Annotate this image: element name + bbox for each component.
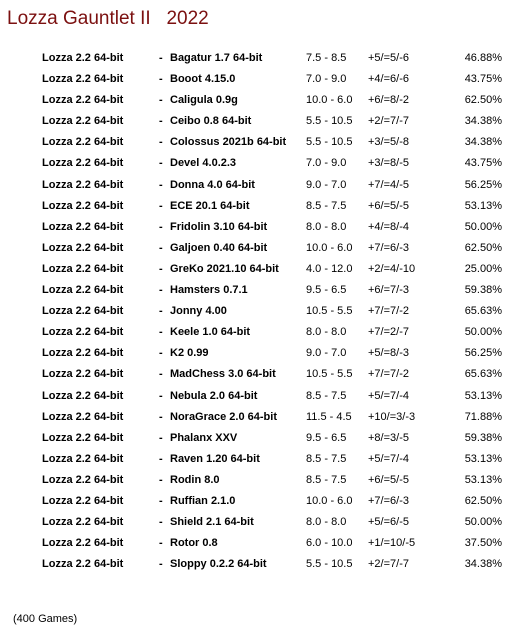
opponent-name: Bagatur 1.7 64-bit: [170, 52, 263, 64]
vs-dash: -: [159, 389, 163, 402]
match-score: 5.5 - 10.5: [306, 136, 353, 149]
vs-dash: -: [159, 73, 163, 86]
table-row: [0, 175, 521, 196]
win-draw-loss: +1/=10/-5: [368, 537, 416, 550]
vs-dash: -: [159, 516, 163, 529]
table-row: [0, 153, 521, 174]
win-draw-loss: +4/=8/-4: [368, 220, 409, 233]
match-score: 5.5 - 10.5: [306, 115, 353, 128]
opponent-name: ECE 20.1 64-bit: [170, 199, 250, 212]
opponent-name: GreKo 2021.10 64-bit: [170, 262, 279, 275]
engine-name: Lozza 2.2 64-bit: [42, 326, 124, 339]
opponent-name: Shield 2.1 64-bit: [170, 516, 254, 529]
table-row: [0, 90, 521, 111]
vs-dash: -: [159, 178, 163, 191]
match-score: 10.0 - 6.0: [306, 94, 353, 107]
vs-dash: -: [159, 410, 163, 423]
vs-dash: -: [159, 473, 163, 486]
win-draw-loss: +8/=3/-5: [368, 431, 409, 444]
opponent-name: Keele 1.0 64-bit: [170, 326, 251, 339]
score-percentage: 34.38%: [464, 115, 502, 128]
opponent-name: Raven 1.20 64-bit: [170, 452, 260, 465]
engine-name: Lozza 2.2 64-bit: [42, 347, 124, 360]
score-percentage: 53.13%: [464, 452, 502, 465]
vs-dash: -: [159, 199, 163, 212]
score-percentage: 53.13%: [464, 389, 502, 402]
win-draw-loss: +5/=8/-3: [368, 347, 409, 360]
engine-name: Lozza 2.2 64-bit: [42, 157, 124, 170]
score-percentage: 56.25%: [464, 347, 502, 360]
table-row: [0, 69, 521, 90]
table-row: [0, 196, 521, 217]
score-percentage: 53.13%: [464, 199, 502, 212]
opponent-name: Devel 4.0.2.3: [170, 157, 237, 170]
opponent-name: Hamsters 0.7.1: [170, 284, 248, 297]
engine-name: Lozza 2.2 64-bit: [42, 199, 124, 212]
table-row: [0, 280, 521, 301]
win-draw-loss: +5/=7/-4: [368, 452, 409, 465]
match-score: 6.0 - 10.0: [306, 537, 353, 550]
match-score: 4.0 - 12.0: [306, 262, 353, 275]
score-percentage: 62.50%: [464, 241, 502, 254]
vs-dash: -: [159, 558, 163, 571]
opponent-name: Booot 4.15.0: [170, 73, 236, 86]
score-percentage: 50.00%: [464, 220, 502, 233]
engine-name: Lozza 2.2 64-bit: [42, 52, 124, 64]
score-percentage: 46.88%: [464, 52, 502, 64]
vs-dash: -: [159, 305, 163, 318]
engine-name: Lozza 2.2 64-bit: [42, 558, 124, 571]
table-row: [0, 259, 521, 280]
engine-name: Lozza 2.2 64-bit: [42, 73, 124, 86]
opponent-name: NoraGrace 2.0 64-bit: [170, 410, 277, 423]
engine-name: Lozza 2.2 64-bit: [42, 241, 124, 254]
match-score: 9.5 - 6.5: [306, 284, 347, 297]
vs-dash: -: [159, 452, 163, 465]
win-draw-loss: +7/=6/-3: [368, 241, 409, 254]
match-score: 10.0 - 6.0: [306, 494, 353, 507]
opponent-name: Phalanx XXV: [170, 431, 238, 444]
vs-dash: -: [159, 52, 163, 64]
score-percentage: 50.00%: [464, 516, 502, 529]
table-row: [0, 449, 521, 470]
vs-dash: -: [159, 262, 163, 275]
score-percentage: 65.63%: [464, 368, 502, 381]
table-row: [0, 111, 521, 132]
engine-name: Lozza 2.2 64-bit: [42, 410, 124, 423]
vs-dash: -: [159, 431, 163, 444]
engine-name: Lozza 2.2 64-bit: [42, 431, 124, 444]
match-score: 11.5 - 4.5: [306, 410, 352, 423]
opponent-name: K2 0.99: [170, 347, 209, 360]
win-draw-loss: +5/=5/-6: [368, 52, 409, 64]
table-row: [0, 386, 521, 407]
score-percentage: 59.38%: [464, 284, 502, 297]
table-row: [0, 491, 521, 512]
engine-name: Lozza 2.2 64-bit: [42, 115, 124, 128]
engine-name: Lozza 2.2 64-bit: [42, 516, 124, 529]
engine-name: Lozza 2.2 64-bit: [42, 305, 124, 318]
table-row: [0, 364, 521, 385]
match-score: 7.0 - 9.0: [306, 73, 347, 86]
win-draw-loss: +7/=7/-2: [368, 368, 409, 381]
match-score: 8.5 - 7.5: [306, 452, 347, 465]
win-draw-loss: +6/=5/-5: [368, 199, 409, 212]
win-draw-loss: +7/=6/-3: [368, 494, 409, 507]
engine-name: Lozza 2.2 64-bit: [42, 452, 124, 465]
match-score: 7.5 - 8.5: [306, 52, 347, 64]
table-row: [0, 554, 521, 575]
win-draw-loss: +7/=2/-7: [368, 326, 409, 339]
opponent-name: Caligula 0.9g: [170, 94, 238, 107]
engine-name: Lozza 2.2 64-bit: [42, 136, 124, 149]
vs-dash: -: [159, 347, 163, 360]
score-percentage: 43.75%: [464, 73, 502, 86]
opponent-name: MadChess 3.0 64-bit: [170, 368, 276, 381]
win-draw-loss: +6/=8/-2: [368, 94, 409, 107]
score-percentage: 71.88%: [464, 410, 502, 423]
score-percentage: 37.50%: [464, 537, 502, 550]
score-percentage: 34.38%: [464, 558, 502, 571]
engine-name: Lozza 2.2 64-bit: [42, 220, 124, 233]
vs-dash: -: [159, 220, 163, 233]
opponent-name: Rotor 0.8: [170, 537, 218, 550]
match-score: 5.5 - 10.5: [306, 558, 353, 571]
win-draw-loss: +10/=3/-3: [368, 410, 416, 423]
win-draw-loss: +2/=4/-10: [368, 262, 416, 275]
engine-name: Lozza 2.2 64-bit: [42, 473, 124, 486]
table-row: [0, 343, 521, 364]
match-score: 8.5 - 7.5: [306, 473, 347, 486]
match-score: 7.0 - 9.0: [306, 157, 347, 170]
score-percentage: 43.75%: [464, 157, 502, 170]
engine-name: Lozza 2.2 64-bit: [42, 94, 124, 107]
opponent-name: Jonny 4.00: [170, 305, 227, 318]
engine-name: Lozza 2.2 64-bit: [42, 262, 124, 275]
win-draw-loss: +5/=7/-4: [368, 389, 409, 402]
win-draw-loss: +4/=6/-6: [368, 73, 409, 86]
match-score: 9.0 - 7.0: [306, 347, 347, 360]
score-percentage: 59.38%: [464, 431, 502, 444]
opponent-name: Ceibo 0.8 64-bit: [170, 115, 252, 128]
win-draw-loss: +3/=8/-5: [368, 157, 409, 170]
opponent-name: Fridolin 3.10 64-bit: [170, 220, 268, 233]
results-table: [0, 48, 521, 575]
table-row: [0, 48, 521, 69]
match-score: 8.0 - 8.0: [306, 326, 347, 339]
score-percentage: 25.00%: [464, 262, 502, 275]
vs-dash: -: [159, 136, 163, 149]
match-score: 10.5 - 5.5: [306, 368, 353, 381]
match-score: 10.5 - 5.5: [306, 305, 353, 318]
vs-dash: -: [159, 326, 163, 339]
page-title: Lozza Gauntlet II 2022: [7, 8, 209, 29]
vs-dash: -: [159, 284, 163, 297]
score-percentage: 53.13%: [464, 473, 502, 486]
vs-dash: -: [159, 94, 163, 107]
engine-name: Lozza 2.2 64-bit: [42, 368, 124, 381]
table-row: [0, 533, 521, 554]
opponent-name: Colossus 2021b 64-bit: [170, 136, 287, 149]
score-percentage: 65.63%: [464, 305, 502, 318]
win-draw-loss: +6/=7/-3: [368, 284, 409, 297]
opponent-name: Ruffian 2.1.0: [170, 494, 236, 507]
vs-dash: -: [159, 115, 163, 128]
win-draw-loss: +7/=4/-5: [368, 178, 409, 191]
match-score: 8.0 - 8.0: [306, 220, 347, 233]
vs-dash: -: [159, 368, 163, 381]
table-row: [0, 238, 521, 259]
opponent-name: Nebula 2.0 64-bit: [170, 389, 258, 402]
score-percentage: 56.25%: [464, 178, 502, 191]
score-percentage: 50.00%: [464, 326, 502, 339]
table-row: [0, 407, 521, 428]
engine-name: Lozza 2.2 64-bit: [42, 284, 124, 297]
vs-dash: -: [159, 241, 163, 254]
match-score: 8.5 - 7.5: [306, 389, 347, 402]
table-row: [0, 132, 521, 153]
table-row: [0, 470, 521, 491]
score-percentage: 62.50%: [464, 494, 502, 507]
vs-dash: -: [159, 157, 163, 170]
win-draw-loss: +5/=6/-5: [368, 516, 409, 529]
games-count: (400 Games): [13, 613, 78, 625]
score-percentage: 62.50%: [464, 94, 502, 107]
match-score: 8.0 - 8.0: [306, 516, 347, 529]
match-score: 10.0 - 6.0: [306, 241, 353, 254]
win-draw-loss: +3/=5/-8: [368, 136, 409, 149]
opponent-name: Sloppy 0.2.2 64-bit: [170, 558, 267, 571]
opponent-name: Galjoen 0.40 64-bit: [170, 241, 268, 254]
table-row: [0, 301, 521, 322]
vs-dash: -: [159, 537, 163, 550]
engine-name: Lozza 2.2 64-bit: [42, 178, 124, 191]
engine-name: Lozza 2.2 64-bit: [42, 494, 124, 507]
opponent-name: Donna 4.0 64-bit: [170, 178, 255, 191]
table-row: [0, 512, 521, 533]
win-draw-loss: +2/=7/-7: [368, 115, 409, 128]
score-percentage: 34.38%: [464, 136, 502, 149]
match-score: 8.5 - 7.5: [306, 199, 347, 212]
match-score: 9.0 - 7.0: [306, 178, 347, 191]
engine-name: Lozza 2.2 64-bit: [42, 537, 124, 550]
opponent-name: Rodin 8.0: [170, 473, 220, 486]
vs-dash: -: [159, 494, 163, 507]
match-score: 9.5 - 6.5: [306, 431, 347, 444]
table-row: [0, 217, 521, 238]
table-row: [0, 428, 521, 449]
win-draw-loss: +7/=7/-2: [368, 305, 409, 318]
engine-name: Lozza 2.2 64-bit: [42, 389, 124, 402]
win-draw-loss: +6/=5/-5: [368, 473, 409, 486]
table-row: [0, 322, 521, 343]
win-draw-loss: +2/=7/-7: [368, 558, 409, 571]
